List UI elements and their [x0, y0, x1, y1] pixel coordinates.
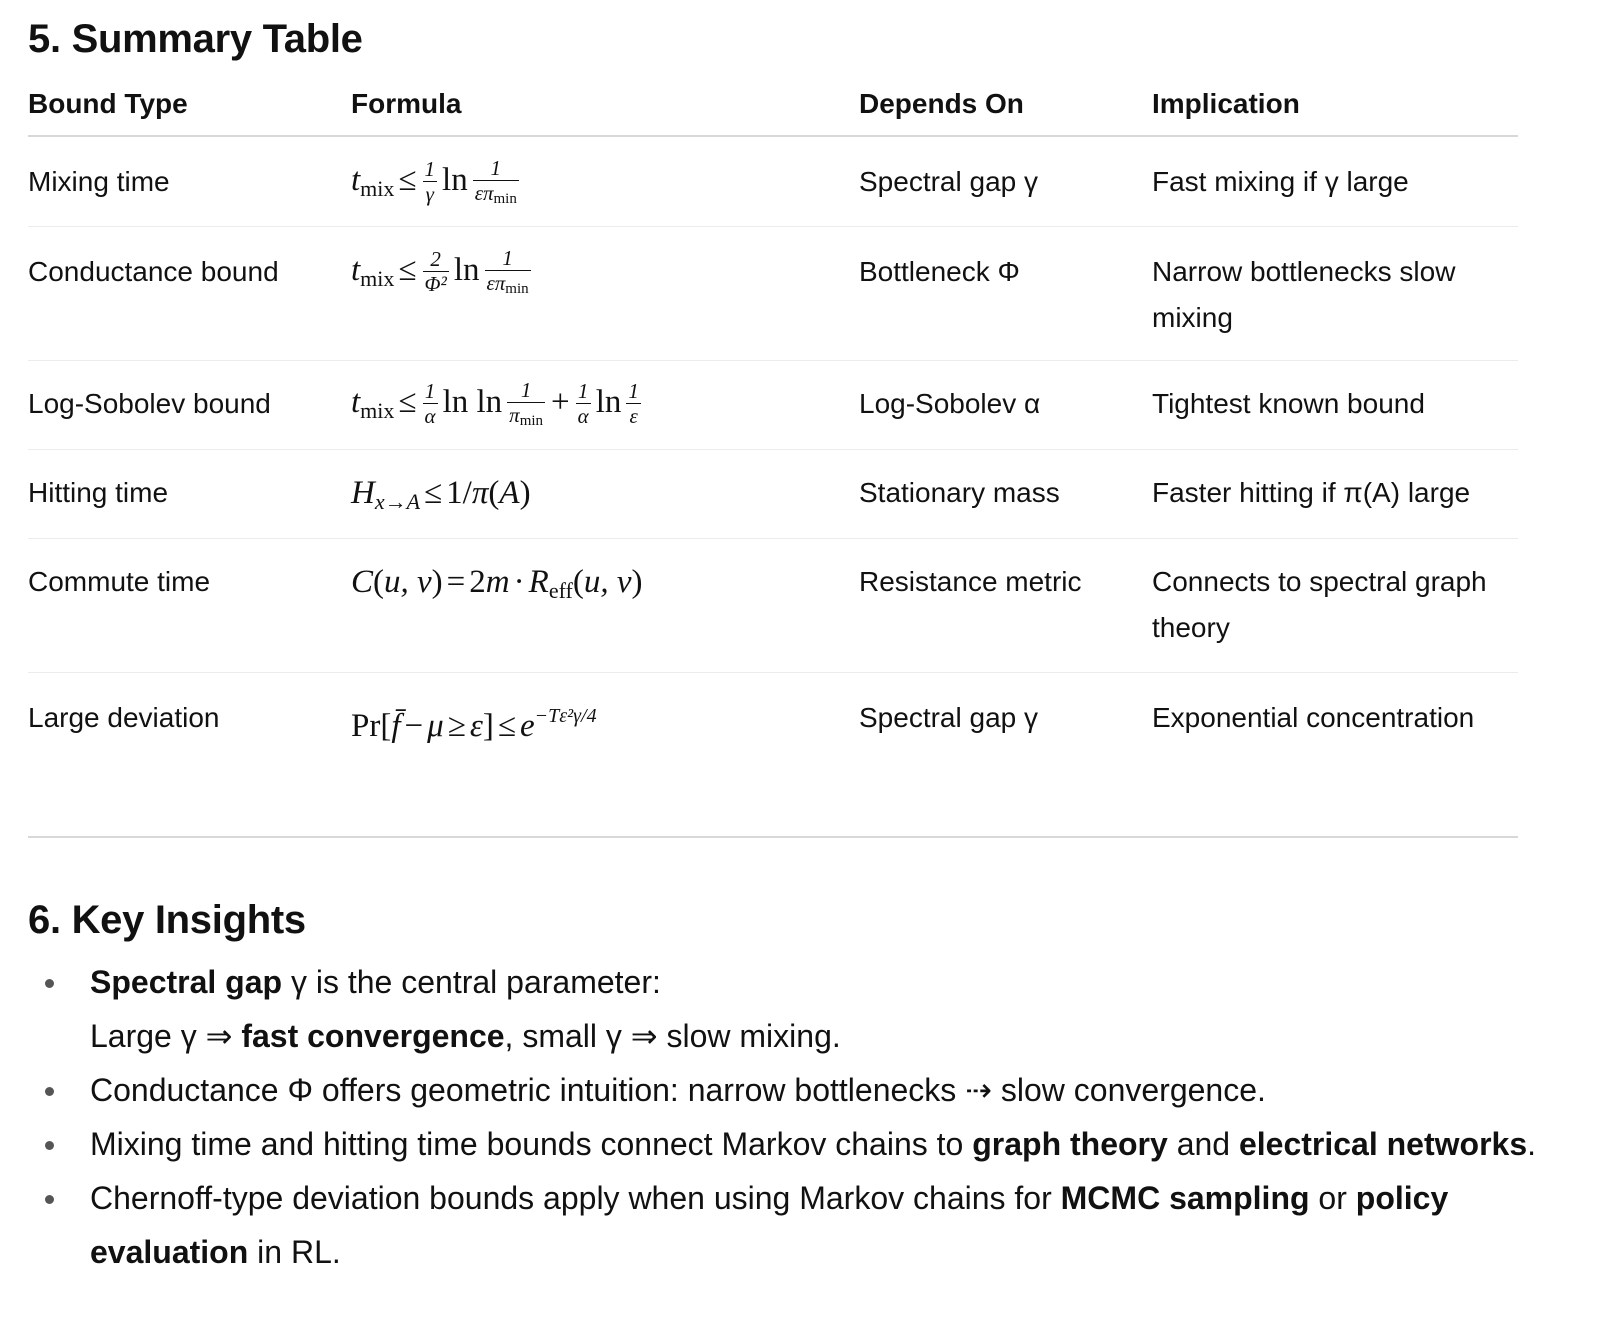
- section-heading-summary: 5. Summary Table: [28, 17, 363, 61]
- depends-on-cell: Bottleneck Φ: [859, 256, 1020, 287]
- bound-type-cell: Log-Sobolev bound: [28, 388, 271, 419]
- list-item: [28, 1171, 1548, 1279]
- insight-bold: graph theory: [972, 1126, 1168, 1162]
- column-header-implication: Implication: [1152, 88, 1300, 119]
- implication-cell: Faster hitting if π(A) large: [1152, 477, 1471, 508]
- insight-text: Conductance Φ offers geometric intuition: narrow bottlenecks ⇢ slow convergence.: [90, 1072, 1266, 1108]
- table-row: [28, 227, 1518, 361]
- bound-type-cell: Mixing time: [28, 166, 170, 197]
- insight-text: Large γ ⇒: [90, 1018, 242, 1054]
- table-row: [28, 539, 1518, 673]
- insight-text: in RL.: [248, 1234, 341, 1270]
- implication-cell: Exponential concentration: [1152, 702, 1475, 733]
- column-header-bound-type: Bound Type: [28, 88, 188, 119]
- bound-type-cell: Commute time: [28, 566, 211, 597]
- insight-text: and: [1167, 1126, 1239, 1162]
- depends-on-cell: Resistance metric: [859, 566, 1082, 597]
- implication-cell: Fast mixing if γ large: [1152, 166, 1409, 197]
- table-header: [28, 80, 1518, 137]
- insight-text: or: [1309, 1180, 1356, 1216]
- table-row: [28, 673, 1518, 763]
- implication-cell: Tightest known bound: [1152, 388, 1425, 419]
- insight-bold: MCMC sampling: [1060, 1180, 1310, 1216]
- formula-large-deviation: Pr[f̄ − $\mu \ge \varepsilon] \le e^{-T\varepsilon^2\gamma/4}$: [351, 705, 597, 744]
- table-row: [28, 137, 1518, 227]
- insight-bold: electrical networks: [1238, 1126, 1528, 1162]
- list-item: [28, 955, 1548, 1063]
- insight-bold: Spectral gap: [90, 964, 283, 1000]
- depends-on-cell: Log-Sobolev α: [859, 388, 1041, 419]
- insight-text: Chernoff-type deviation bounds apply when using Markov chains for: [90, 1180, 1061, 1216]
- depends-on-cell: Stationary mass: [859, 477, 1060, 508]
- insight-text: Mixing time and hitting time bounds connect Markov chains to: [90, 1126, 973, 1162]
- bound-type-cell: Conductance bound: [28, 256, 279, 287]
- insight-text: , small γ ⇒ slow mixing.: [504, 1018, 841, 1054]
- section-divider: [28, 836, 1518, 838]
- table-row: [28, 450, 1518, 539]
- section-heading-insights: 6. Key Insights: [28, 898, 306, 942]
- bound-type-cell: Large deviation: [28, 702, 220, 733]
- column-header-formula: Formula: [351, 88, 462, 119]
- implication-cell: Connects to spectral graph theory: [1152, 566, 1487, 643]
- insight-text: γ is the central parameter:: [290, 964, 661, 1000]
- bound-type-cell: Hitting time: [28, 477, 169, 508]
- column-header-depends-on: Depends On: [859, 88, 1024, 119]
- formula-commute-time: C(u, $v) = 2m \cdot R_{eff}(u$, v): [351, 564, 643, 603]
- depends-on-cell: Spectral gap γ: [859, 166, 1038, 197]
- implication-cell: Narrow bottlenecks slow mixing: [1152, 256, 1456, 333]
- insights-list: [28, 955, 1548, 1279]
- formula-log-sobolev: $t_{mix}$ ≤ $\frac{1}{\alpha}$ ln ln $\frac{1}{\pi\min}$ + $\frac{1}{\alpha}$ ln $\frac{1}{\varepsilon}$: [351, 377, 639, 429]
- list-item: [28, 1117, 1548, 1171]
- insight-bold: fast convergence: [241, 1018, 505, 1054]
- list-item: [28, 1063, 1548, 1117]
- formula-hitting-time: Hx→A ≤ 1/π(A): [351, 475, 531, 514]
- insight-bold: policy evaluation: [90, 1180, 1449, 1270]
- formula-conductance: $t_{mix}$ ≤ $\frac{2}{\text{Φ²}}$ ln $\frac{1}{\varepsilon\pi\min}$: [351, 245, 529, 297]
- formula-mixing-time: $t_{mix}$ ≤ $\frac{1}{\gamma}$ ln $\frac{1}{\varepsilon\pi\min}$: [351, 155, 517, 207]
- insight-text: .: [1527, 1126, 1536, 1162]
- depends-on-cell: Spectral gap γ: [859, 702, 1038, 733]
- table-row: [28, 361, 1518, 450]
- summary-table: [28, 80, 1518, 763]
